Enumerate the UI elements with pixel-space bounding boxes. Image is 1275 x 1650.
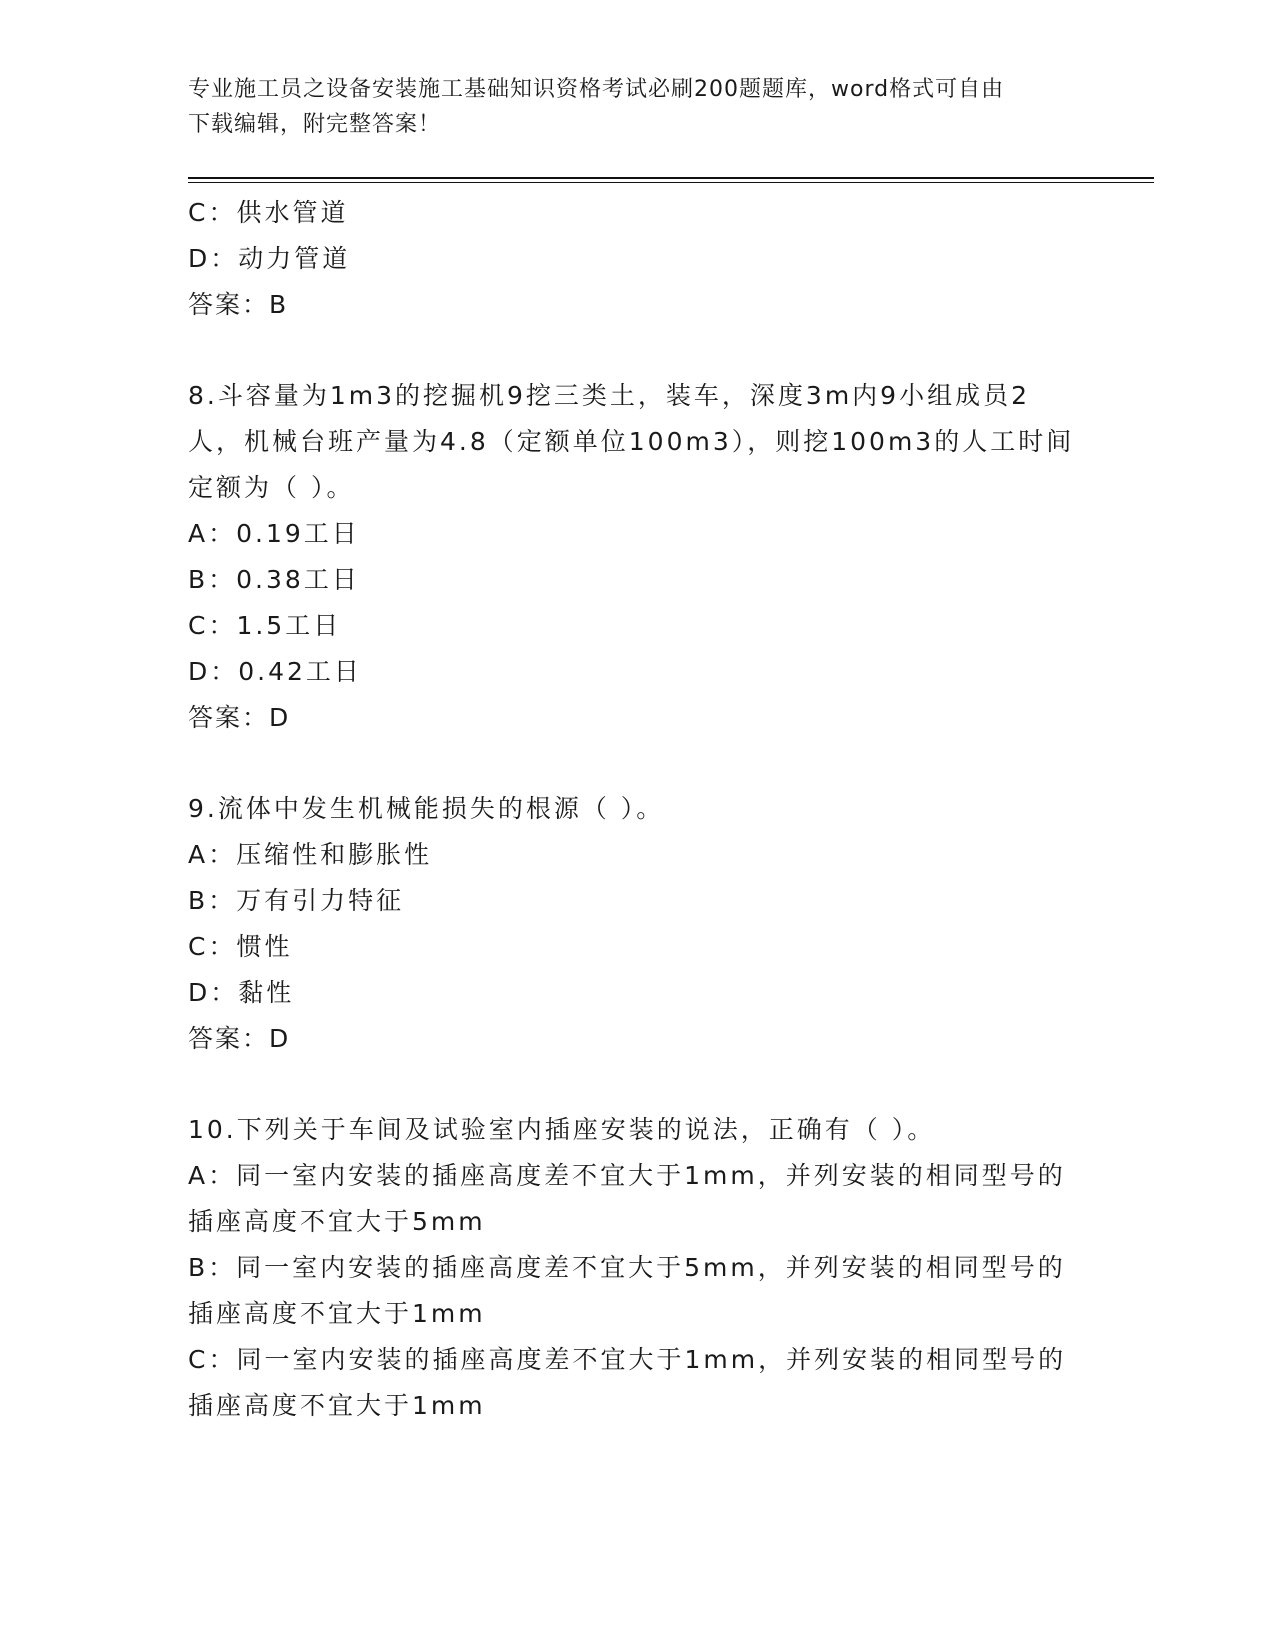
question-block-9 [188,786,1088,1062]
option-c: C：1.5工日 [188,611,342,640]
answer-line: 答案：B [188,290,289,319]
question-text [188,1107,1088,1153]
option-a: A：同一室内安装的插座高度差不宜大于1mm，并列安装的相同型号的 [188,1161,1066,1190]
header-line-2: 下载编辑，附完整答案！ [188,112,442,137]
option-b: B：同一室内安装的插座高度差不宜大于5mm，并列安装的相同型号的 [188,1253,1066,1282]
option-c: C：供水管道 [188,198,349,227]
answer-line: 答案：D [188,703,291,732]
question-line: 8.斗容量为1m3的挖掘机9挖三类土，装车，深度3m内9小组成员2 [188,381,1030,410]
question-block-8 [188,373,1088,741]
question-line: 定额为（ ）。 [188,473,355,502]
question-line: 10.下列关于车间及试验室内插座安装的说法，正确有（ ）。 [188,1115,936,1144]
question-text [188,373,1088,511]
option-b: B：万有引力特征 [188,886,405,915]
option-a: A：压缩性和膨胀性 [188,840,433,869]
option-a: A：0.19工日 [188,519,360,548]
question-block-10 [188,1107,1088,1429]
option-d: D：黏性 [188,978,295,1007]
question-text [188,786,1088,832]
option-a-continued: 插座高度不宜大于5mm [188,1207,486,1236]
header-rule-thin [188,182,1154,183]
question-line: 人，机械台班产量为4.8（定额单位100m3），则挖100m3的人工时间 [188,427,1075,456]
block-gap [188,328,1088,373]
header-line-1: 专业施工员之设备安装施工基础知识资格考试必刷200题题库，word格式可自由 [188,77,1005,102]
option-c: C：同一室内安装的插座高度差不宜大于1mm，并列安装的相同型号的 [188,1345,1067,1374]
option-c-continued: 插座高度不宜大于1mm [188,1391,486,1420]
answer-line: 答案：D [188,1024,291,1053]
header-rule-thick [188,177,1154,179]
option-d: D：动力管道 [188,244,351,273]
block-gap [188,741,1088,786]
option-b: B：0.38工日 [188,565,360,594]
option-c: C：惯性 [188,932,293,961]
option-d: D：0.42工日 [188,657,362,686]
question-content [188,190,1088,1429]
block-gap [188,1062,1088,1107]
question-block-7 [188,190,1088,328]
document-header [188,72,1068,142]
option-b-continued: 插座高度不宜大于1mm [188,1299,486,1328]
question-line: 9.流体中发生机械能损失的根源（ ）。 [188,794,665,823]
